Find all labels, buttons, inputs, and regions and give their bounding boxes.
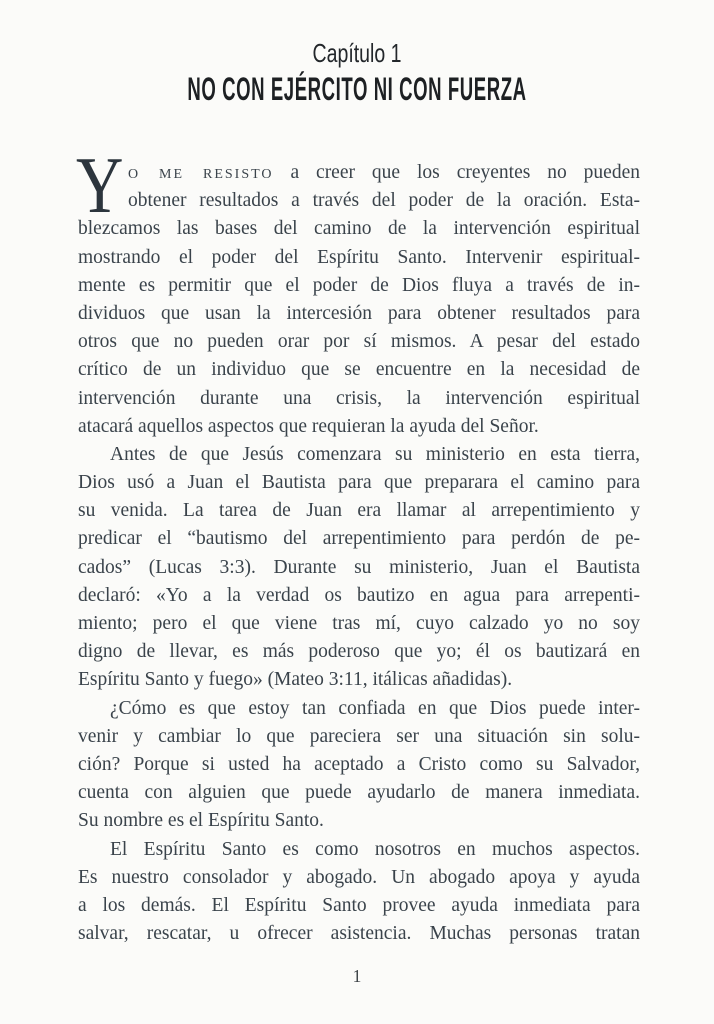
body-text <box>76 142 640 948</box>
text-line: Su nombre es el Espíritu Santo. <box>78 810 324 832</box>
text-line: mostrando el poder del Espíritu Santo. Intervenir espiritual- <box>78 246 640 268</box>
text-line: cados” (Lucas 3:3). Durante su ministerio, Juan el Bautista <box>78 556 640 578</box>
text-line: crítico de un individuo que se encuentre en la necesidad de <box>78 359 640 381</box>
text-line: Espíritu Santo y fuego» (Mateo 3:11, itálicas añadidas). <box>78 669 513 691</box>
paragraph-1 <box>76 142 640 441</box>
text-line: ¿Cómo es que estoy tan confiada en que Dios puede inter- <box>110 697 640 719</box>
text-line: El Espíritu Santo es como nosotros en muchos aspectos. <box>110 838 640 860</box>
text-line: miento; pero el que viene tras mí, cuyo calzado yo no soy <box>78 613 640 634</box>
text-line: venir y cambiar lo que pareciera ser una situación sin solu- <box>78 725 640 747</box>
page-number: 1 <box>352 966 362 986</box>
text-line: digno de llevar, es más poderoso que yo; él os bautizará en <box>78 641 640 663</box>
drop-cap: Y <box>76 142 124 230</box>
text-line: intervención durante una crisis, la intervención espiritual <box>78 387 640 409</box>
text-line: Es nuestro consolador y abogado. Un abogado apoya y ayuda <box>78 866 640 888</box>
text-line: predicar el “bautismo del arrepentimiento para perdón de pe- <box>78 528 640 550</box>
text-line: declaró: «Yo a la verdad os bautizo en agua para arrepenti- <box>78 584 640 606</box>
text-line: Dios usó a Juan el Bautista para que preparara el camino para <box>78 472 640 494</box>
text-line: atacará aquellos aspectos que requieran la ayuda del Señor. <box>78 415 539 437</box>
text-line: su venida. La tarea de Juan era llamar al arrepentimiento y <box>78 500 640 522</box>
text-line <box>128 159 640 187</box>
text-line: a los demás. El Espíritu Santo provee ayuda inmediata para <box>78 894 640 916</box>
text-line: mente es permitir que el poder de Dios fluya a través de in- <box>78 274 640 296</box>
paragraph-3 <box>78 695 640 836</box>
text-line: ción? Porque si usted ha aceptado a Cristo como su Salvador, <box>78 753 640 775</box>
chapter-title: NO CON EJÉRCITO NI CON FUERZA <box>187 71 527 107</box>
paragraph-2 <box>78 441 640 695</box>
text-line: obtener resultados a través del poder de la oración. Esta- <box>128 190 640 212</box>
text-line: otros que no pueden orar por sí mismos. A pesar del estado <box>78 331 640 353</box>
chapter-label: Capítulo 1 <box>312 38 402 68</box>
text-line-rest: a creer que los creyentes no pueden <box>273 162 640 183</box>
paragraph-4 <box>78 836 640 949</box>
text-line: Antes de que Jesús comenzara su ministerio en esta tierra, <box>110 443 640 465</box>
text-line: blezcamos las bases del camino de la intervención espiritual <box>78 218 640 240</box>
text-line: cuenta con alguien que puede ayudarlo de manera inmediata. <box>78 782 640 804</box>
text-line: dividuos que usan la intercesión para obtener resultados para <box>78 302 640 324</box>
lead-smallcaps: o me resisto <box>128 162 274 183</box>
text-line: salvar, rescatar, u ofrecer asistencia. Muchas personas tratan <box>78 923 640 945</box>
